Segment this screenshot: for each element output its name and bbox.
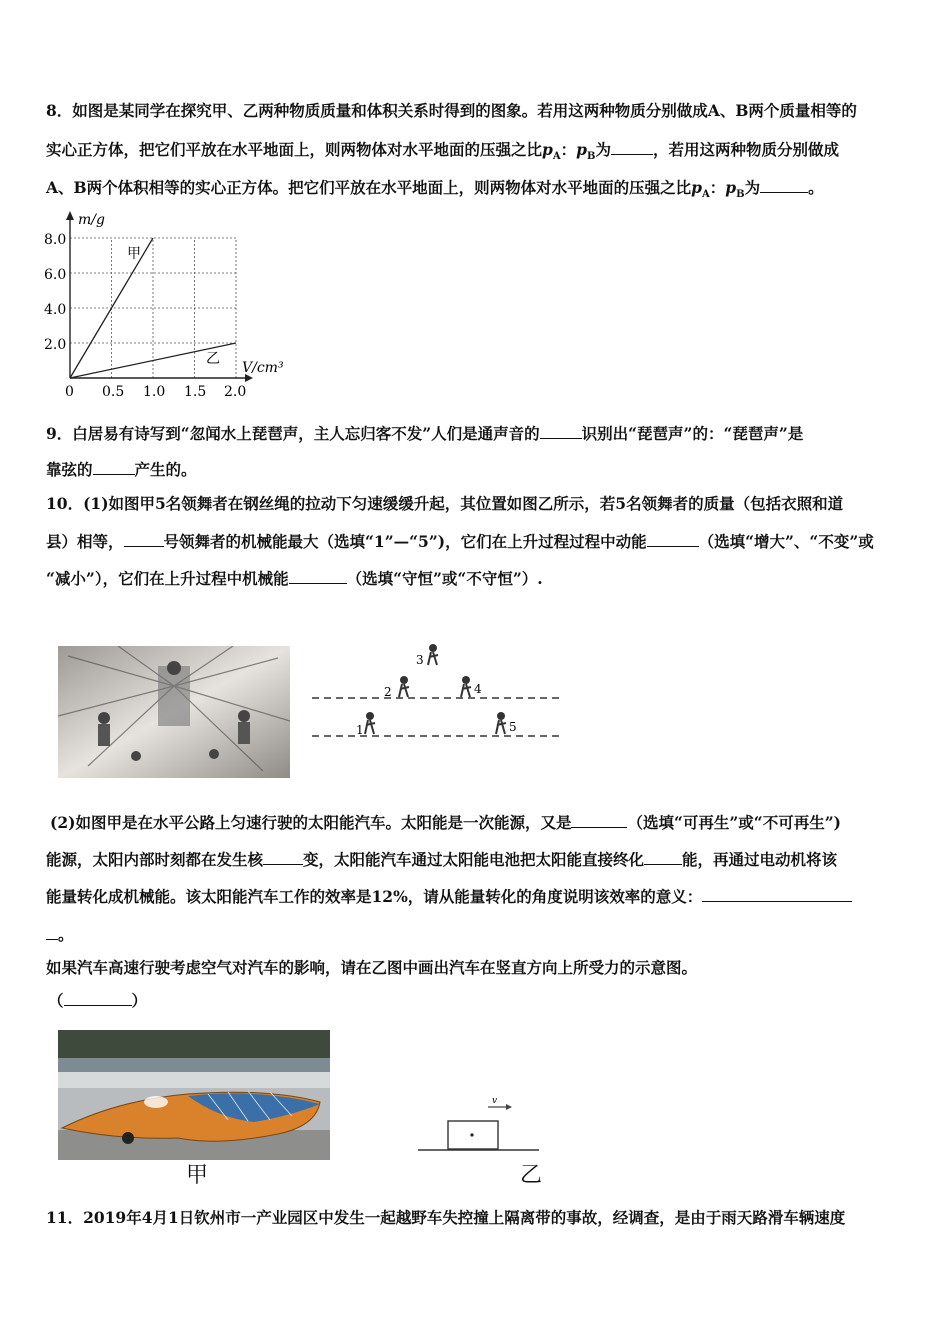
answer-blank[interactable]: [647, 531, 699, 547]
x-tick-label: 1.0: [143, 384, 166, 400]
var-p: p: [542, 140, 553, 159]
fig-label-yi: 乙: [520, 1163, 543, 1188]
answer-blank[interactable]: [540, 423, 582, 439]
answer-blank[interactable]: [644, 849, 682, 865]
q10-p2-line-1: [50, 812, 841, 833]
sub-a: A: [552, 151, 561, 163]
sub-b: B: [736, 189, 745, 201]
answer-blank[interactable]: [571, 812, 627, 828]
dancers-photo: [58, 646, 290, 778]
answer-blank[interactable]: [760, 177, 808, 193]
sub-b: B: [586, 151, 596, 163]
q9-text: 产生的。: [134, 460, 197, 479]
q10-line-2: [46, 531, 874, 552]
q10-text: 。: [58, 925, 74, 944]
q8-line-2: [46, 139, 839, 167]
x-tick-label: 1.5: [184, 384, 207, 400]
car-force-diagram: [414, 1093, 554, 1159]
y-tick-label: 6.0: [44, 267, 67, 283]
var-p: p: [691, 178, 702, 197]
q10-p2-line-2: [46, 849, 837, 870]
x-tick-label: 2.0: [224, 384, 247, 400]
dancer-figure: [461, 676, 471, 697]
answer-blank[interactable]: [611, 139, 653, 155]
answer-blank[interactable]: [93, 459, 135, 475]
answer-blank[interactable]: [46, 924, 58, 940]
answer-blank[interactable]: [263, 849, 303, 865]
velocity-arrowhead: [506, 1104, 512, 1110]
y-tick-label: 4.0: [44, 302, 67, 318]
x-tick-label: 0: [65, 384, 74, 400]
q11-line-1: 11．2019年4月1日钦州市一产业园区中发生一起越野车失控撞上隔离带的事故，经调查，是由于雨天路滑车辆速度: [46, 1208, 846, 1227]
q10-p2-line-3: [46, 886, 852, 907]
q10-line-3: [46, 568, 543, 589]
answer-blank[interactable]: [289, 568, 347, 584]
y-axis-label: m/g: [78, 212, 105, 228]
q10-text: 县）相等，: [46, 532, 124, 551]
sub-a: A: [701, 189, 710, 201]
q9-text: 识别出“琵琶声”的：“琵琶声”是: [581, 424, 804, 443]
y-tick-label: 2.0: [44, 337, 67, 353]
q10-p2-line-4: [46, 924, 74, 945]
q8-text: ，若用这两种物质分别做成: [652, 140, 839, 159]
var-p: p: [576, 140, 587, 159]
dancer-number: 2: [384, 685, 392, 699]
dancer-figure: [399, 676, 409, 697]
fig-label-jia: 甲: [186, 1163, 209, 1188]
q10-text: 变，太阳能汽车通过太阳能电池把太阳能直接终化: [303, 850, 645, 869]
q9-text: 靠弦的: [46, 460, 93, 479]
q8-end: 。: [808, 178, 824, 197]
dancer-number: 3: [416, 653, 424, 667]
q10-text: 能，再通过电动机将该: [682, 850, 838, 869]
q10-text: （: [48, 991, 64, 1010]
series-label-yi: 乙: [206, 351, 220, 367]
var-p: p: [725, 178, 737, 197]
dancer-number: 1: [356, 723, 364, 737]
q10-p2-line-6: [48, 990, 147, 1011]
q10-text: （选填“守恒”或“不守恒”）.: [346, 569, 543, 588]
q10-text: （选填“可再生”或“不可再生”): [627, 813, 841, 832]
q9-line-1: [46, 423, 803, 444]
series-label-jia: 甲: [127, 246, 141, 262]
dancer-number: 5: [509, 720, 517, 734]
y-axis-arrow: [66, 211, 74, 220]
ratio-colon: ：: [709, 178, 726, 197]
q10-line-1: 10．(1)如图甲5名领舞者在钢丝绳的拉动下匀速缓缓升起，其位置如图乙所示，若5名领舞者的质量（包括衣照和道: [46, 494, 844, 513]
q8-line-1: 8．如图是某同学在探究甲、乙两种物质质量和体积关系时得到的图象。若用这两种物质分别做成A、B两个质量相等的: [46, 101, 857, 120]
x-tick-label: 0.5: [102, 384, 125, 400]
answer-blank[interactable]: [124, 531, 164, 547]
q10-text: (2)如图甲是在水平公路上匀速行驶的太阳能汽车。太阳能是一次能源，又是: [50, 813, 572, 832]
dancer-figure: [365, 712, 375, 734]
q10-text: ）: [131, 991, 148, 1010]
q9-text: 9．白居易有诗写到“忽闻水上琵琶声，主人忘归客不发”人们是通声音的: [46, 424, 540, 443]
q10-text: 能源，太阳内部时刻都在发生核: [46, 850, 264, 869]
q8-wei: 为: [595, 140, 611, 159]
ratio-colon: ：: [560, 140, 577, 159]
q8-text: A、B两个体积相等的实心正方体。把它们平放在水平地面上，则两物体对水平地面的压强之比: [46, 178, 692, 197]
dancer-figure: [428, 644, 438, 665]
velocity-label: v: [492, 1096, 498, 1106]
q8-wei: 为: [744, 178, 761, 197]
q8-line-3: [46, 177, 824, 205]
dancer-positions-diagram: [308, 640, 573, 750]
q8-text: 实心正方体，把它们平放在水平地面上，则两物体对水平地面的压强之比: [46, 140, 543, 159]
center-dot: [470, 1133, 473, 1136]
solar-car-photo: [58, 1030, 330, 1160]
answer-blank[interactable]: [64, 990, 132, 1006]
answer-blank[interactable]: [702, 886, 852, 902]
dancer-figure: [496, 712, 506, 734]
q10-text: 能量转化成机械能。该太阳能汽车工作的效率是12%，请从能量转化的角度说明该效率的意义：: [46, 887, 703, 906]
mass-volume-graph: [40, 208, 290, 404]
q10-p2-line-5: 如果汽车高速行驶考虑空气对汽车的影响，请在乙图中画出汽车在竖直方向上所受力的示意图。: [46, 958, 698, 977]
q9-line-2: [46, 459, 197, 480]
q10-text: “减小”），它们在上升过程中机械能: [46, 569, 289, 588]
q10-text: 号领舞者的机械能最大（选填“1”—“5”)，它们在上升过程过程中动能: [163, 532, 647, 551]
x-axis-label: V/cm³: [242, 360, 284, 376]
y-tick-label: 8.0: [44, 232, 67, 248]
dancer-number: 4: [474, 682, 482, 696]
q10-text: （选填“增大”、“不变”或: [698, 532, 874, 551]
